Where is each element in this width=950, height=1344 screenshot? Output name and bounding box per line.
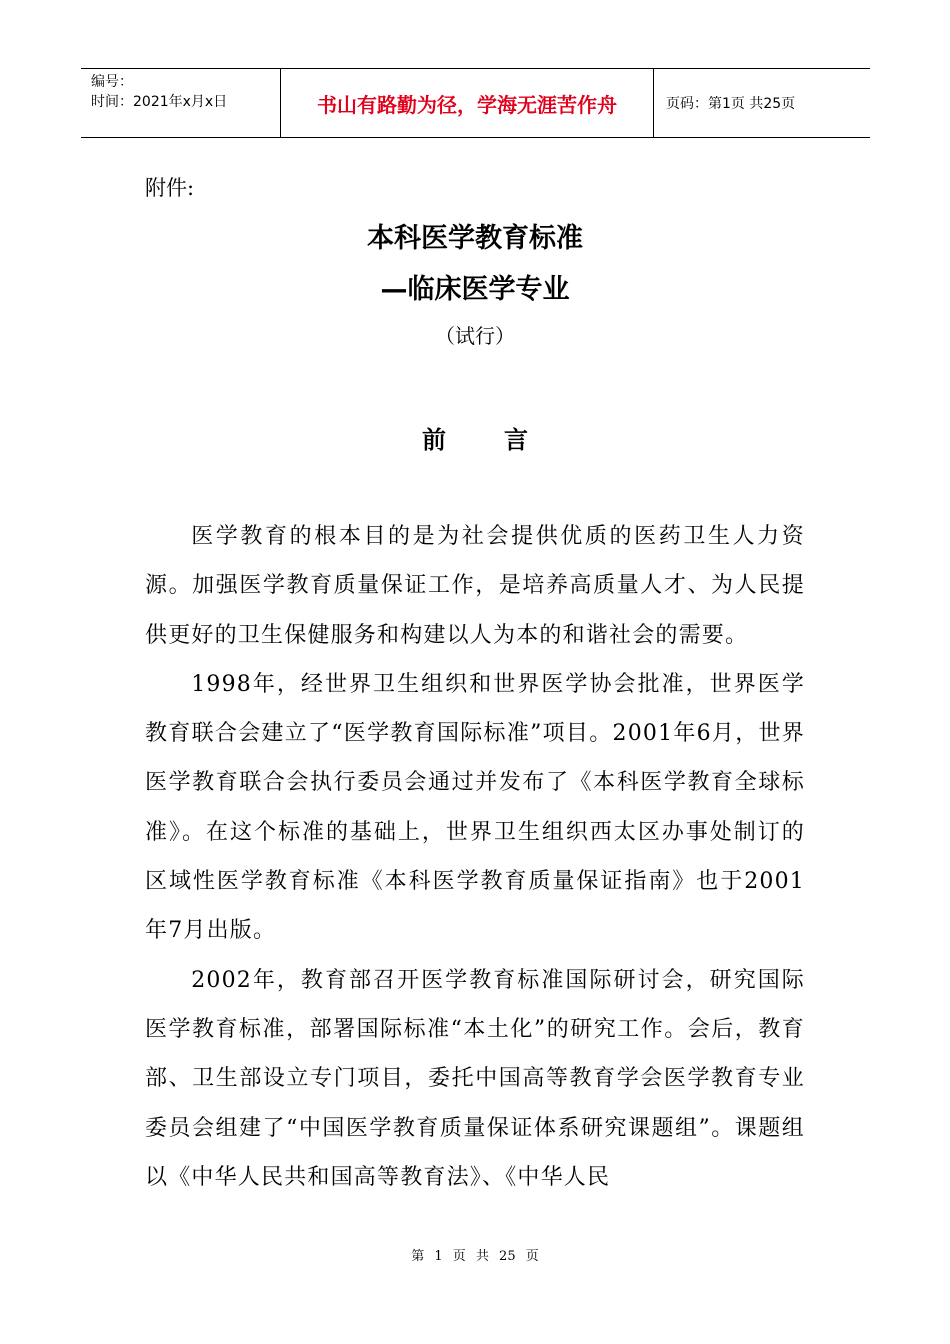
paragraph: 1998年，经世界卫生组织和世界医学协会批准，世界医学教育联合会建立了“医学教育国际标准”项目。2001年6月，世界医学教育联合会执行委员会通过并发布了《本科医学教育全球标准》。在这个标准的基础上，世界卫生组织西太区办事处制订的区域性医学教育标准《本科医学教育质量保证指南》也于2001年7月出版。 (145, 671, 805, 944)
document-title: 本科医学教育标准 (367, 223, 583, 254)
body-text (145, 512, 805, 1202)
trial-note: （试行） (435, 324, 515, 348)
header-page-info: 页码：第1页 共25页 (666, 96, 796, 112)
attachment-label: 附件: (145, 176, 195, 200)
serial-label: 编号： (91, 74, 133, 90)
paragraph: 医学教育的根本目的是为社会提供优质的医药卫生人力资源。加强医学教育质量保证工作，是培养高质量人才、为人民提供更好的卫生保健服务和构建以人为本的和谐社会的需要。 (145, 524, 805, 648)
header-motto: 书山有路勤为径，学海无涯苦作舟 (281, 69, 654, 137)
section-heading: 前言 (422, 426, 586, 454)
header-meta (81, 69, 281, 137)
page-footer: 第 1 页 共 25 页 (411, 1249, 539, 1264)
document-subtitle: —临床医学专业 (380, 274, 570, 305)
page-header (81, 68, 870, 138)
paragraph: 2002年，教育部召开医学教育标准国际研讨会，研究国际医学教育标准，部署国际标准“本土化”的研究工作。会后，教育部、卫生部设立专门项目，委托中国高等教育学会医学教育专业委员会组建了“中国医学教育质量保证体系研究课题组”。课题组以《中华人民共和国高等教育法》、《中华人民 (145, 967, 805, 1190)
date-label: 时间：2021年x月x日 (91, 94, 228, 110)
